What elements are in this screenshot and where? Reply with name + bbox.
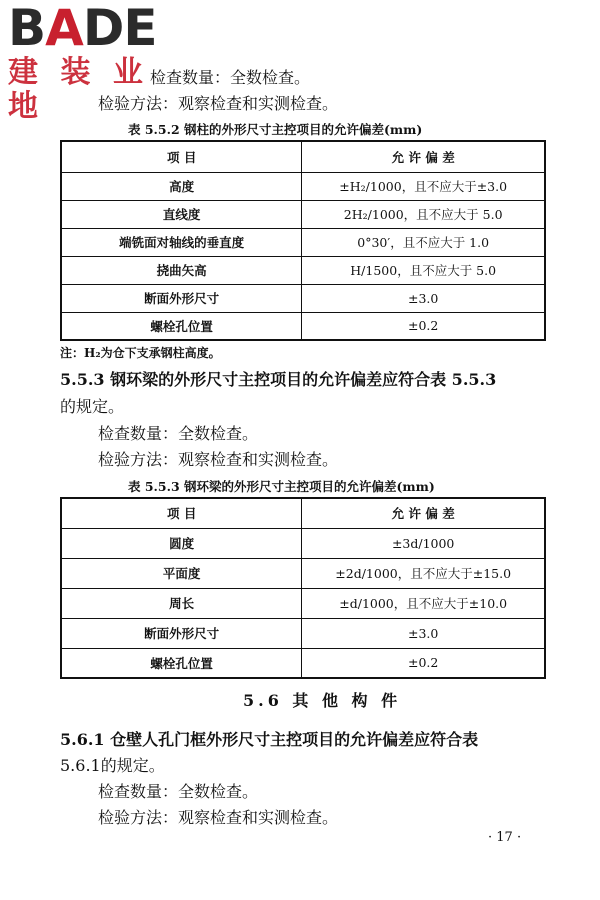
table-row <box>61 172 545 200</box>
table-row <box>61 528 545 558</box>
table-cell-tolerance: ±3.0 <box>302 618 545 648</box>
clause-553-line1: 5.5.3 钢环梁的外形尺寸主控项目的允许偏差应符合表 5.5.3 <box>60 370 497 389</box>
table2-header-item: 项 目 <box>61 498 302 528</box>
table-row <box>61 256 545 284</box>
table-cell-item: 圆度 <box>61 528 302 558</box>
table-row <box>61 284 545 312</box>
clause-561-check-quantity: 检查数量：全数检查。 <box>98 782 259 801</box>
table-cell-item: 直线度 <box>61 200 302 228</box>
logo-subtitle: 建 装 业 地 <box>8 55 149 124</box>
clause-553-check-method: 检验方法：观察检查和实测检查。 <box>98 450 339 469</box>
table-cell-tolerance: ±0.2 <box>302 648 545 678</box>
table-cell-tolerance: H/1500，且不应大于 5.0 <box>302 256 545 284</box>
table-cell-item: 断面外形尺寸 <box>61 284 302 312</box>
table1-caption: 表 5.5.2 钢柱的外形尺寸主控项目的允许偏差(mm) <box>128 122 423 137</box>
table-cell-item: 端铣面对轴线的垂直度 <box>61 228 302 256</box>
clause-553-check-quantity: 检查数量：全数检查。 <box>98 424 259 443</box>
clause-561-line2: 5.6.1的规定。 <box>60 756 165 775</box>
top-check-method: 检验方法：观察检查和实测检查。 <box>98 94 339 113</box>
table-cell-tolerance: ±2d/1000，且不应大于±15.0 <box>302 558 545 588</box>
table-cell-tolerance: 0°30′，且不应大于 1.0 <box>302 228 545 256</box>
table-row <box>61 618 545 648</box>
table1-note: 注：H₂为仓下支承钢柱高度。 <box>60 346 221 360</box>
table-row <box>61 648 545 678</box>
table-cell-item: 平面度 <box>61 558 302 588</box>
table2-header-row <box>61 498 545 528</box>
table-cell-tolerance: ±3.0 <box>302 284 545 312</box>
page-number: · 17 · <box>488 830 522 845</box>
table2-caption: 表 5.5.3 钢环梁的外形尺寸主控项目的允许偏差(mm) <box>128 479 435 494</box>
table-row <box>61 228 545 256</box>
table-row <box>61 200 545 228</box>
table-steel-ring-beam-tolerance <box>60 497 546 679</box>
table1-header-row <box>61 141 545 172</box>
logo-letters-de: DE <box>82 0 157 57</box>
top-check-quantity: 检查数量：全数检查。 <box>150 68 311 87</box>
clause-553-line2: 的规定。 <box>60 397 125 416</box>
clause-561-check-method: 检验方法：观察检查和实测检查。 <box>98 808 339 827</box>
table-cell-item: 高度 <box>61 172 302 200</box>
table1-header-item: 项 目 <box>61 141 302 172</box>
table-row <box>61 312 545 340</box>
logo-wordmark <box>8 0 178 57</box>
table-cell-item: 断面外形尺寸 <box>61 618 302 648</box>
table-cell-item: 螺栓孔位置 <box>61 312 302 340</box>
table-cell-tolerance: 2H₂/1000，且不应大于 5.0 <box>302 200 545 228</box>
table1-header-tolerance: 允 许 偏 差 <box>302 141 545 172</box>
table-cell-item: 周长 <box>61 588 302 618</box>
table-cell-tolerance: ±d/1000，且不应大于±10.0 <box>302 588 545 618</box>
clause-561-line1: 5.6.1 仓壁人孔门框外形尺寸主控项目的允许偏差应符合表 <box>60 730 479 749</box>
logo-letter-a: A <box>45 0 83 57</box>
table2-header-tolerance: 允 许 偏 差 <box>302 498 545 528</box>
table-cell-item: 螺栓孔位置 <box>61 648 302 678</box>
table-steel-column-tolerance <box>60 140 546 341</box>
table-cell-tolerance: ±0.2 <box>302 312 545 340</box>
table-row <box>61 588 545 618</box>
table-cell-tolerance: ±3d/1000 <box>302 528 545 558</box>
logo-letter-b: B <box>8 0 46 57</box>
section-title-5-6: 5.6 其 他 构 件 <box>243 691 402 710</box>
table-cell-item: 挠曲矢高 <box>61 256 302 284</box>
table-cell-tolerance: ±H₂/1000，且不应大于±3.0 <box>302 172 545 200</box>
table-row <box>61 558 545 588</box>
